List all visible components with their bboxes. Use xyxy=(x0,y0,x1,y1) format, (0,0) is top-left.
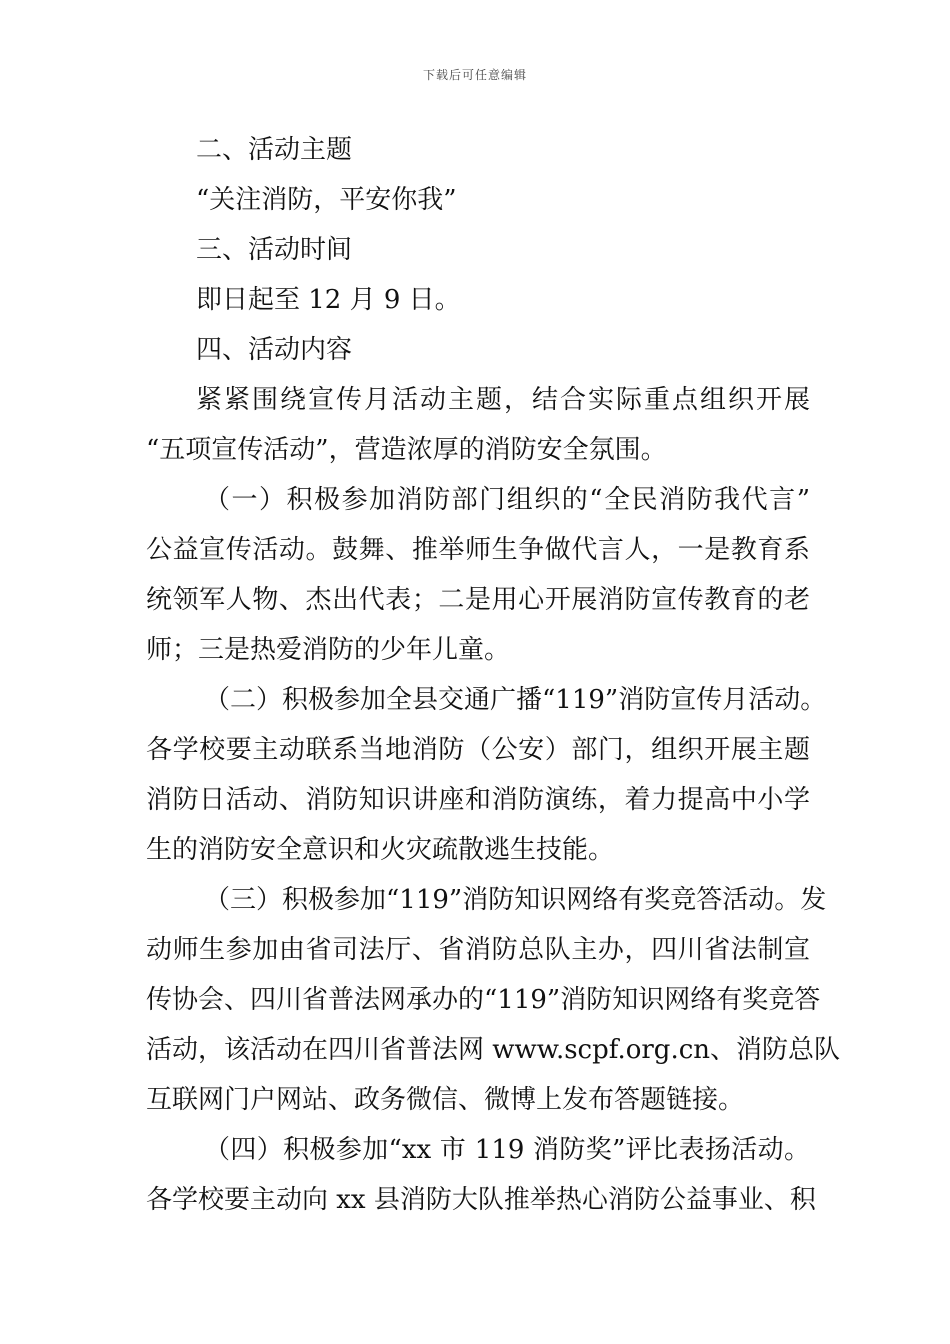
paragraph-line: （四）积极参加“xx 市 119 消防奖”评比表扬活动。 xyxy=(204,1135,810,1165)
document-body xyxy=(146,125,841,1225)
heading-content: 四、活动内容 xyxy=(196,335,353,365)
paragraph-line: （一）积极参加消防部门组织的“全民消防我代言” xyxy=(204,485,810,515)
paragraph-line: 紧紧围绕宣传月活动主题，结合实际重点组织开展 xyxy=(196,385,810,415)
paragraph-line: 生的消防安全意识和火灾疏散逃生技能。 xyxy=(146,835,615,865)
paragraph-line: 传协会、四川省普法网承办的“119”消防知识网络有奖竞答 xyxy=(146,985,821,1015)
heading-time: 三、活动时间 xyxy=(196,235,353,265)
heading-theme: 二、活动主题 xyxy=(196,135,353,165)
header-note: 下载后可任意编辑 xyxy=(422,68,527,82)
paragraph-line: 活动，该活动在四川省普法网 www.scpf.org.cn、消防总队 xyxy=(146,1035,841,1065)
paragraph-line: 统领军人物、杰出代表；二是用心开展消防宣传教育的老 xyxy=(146,585,810,615)
paragraph-line: 消防日活动、消防知识讲座和消防演练，着力提高中小学 xyxy=(146,785,810,815)
time-text: 即日起至 12 月 9 日。 xyxy=(196,285,461,315)
paragraph-line: （二）积极参加全县交通广播“119”消防宣传月活动。 xyxy=(204,685,827,715)
paragraph-line: （三）积极参加“119”消防知识网络有奖竞答活动。发 xyxy=(204,885,827,915)
paragraph-line: 各学校要主动向 xx 县消防大队推举热心消防公益事业、积 xyxy=(146,1185,816,1215)
paragraph-line: 动师生参加由省司法厅、省消防总队主办，四川省法制宣 xyxy=(146,935,810,965)
paragraph-line: “五项宣传活动”，营造浓厚的消防安全氛围。 xyxy=(146,435,667,465)
theme-text: “关注消防，平安你我” xyxy=(196,185,457,215)
paragraph-line: 师；三是热爱消防的少年儿童。 xyxy=(146,635,511,665)
paragraph-line: 互联网门户网站、政务微信、微博上发布答题链接。 xyxy=(146,1085,745,1115)
paragraph-line: 公益宣传活动。鼓舞、推举师生争做代言人，一是教育系 xyxy=(146,535,810,565)
paragraph-line: 各学校要主动联系当地消防（公安）部门，组织开展主题 xyxy=(146,735,810,765)
